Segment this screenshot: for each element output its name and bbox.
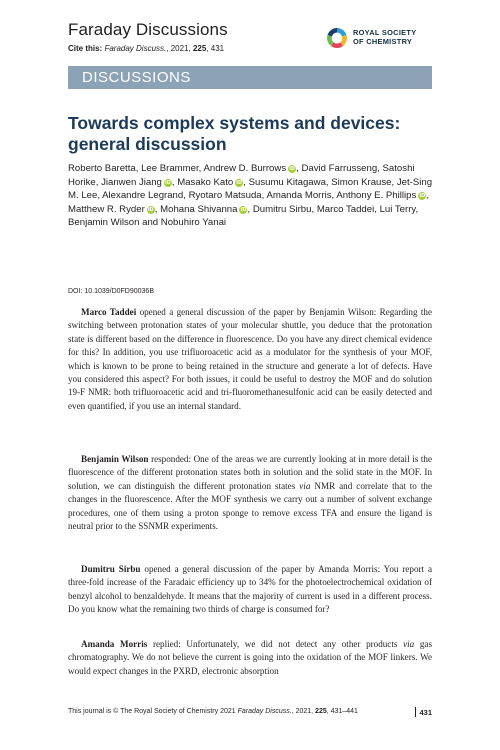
paragraph-text: replied: Unfortunately, we did not detect any other products <box>147 639 404 649</box>
article-title: Towards complex systems and devices: general discussion <box>68 113 401 154</box>
publisher-line-1: ROYAL SOCIETY <box>353 28 417 37</box>
speaker-name: Amanda Morris <box>81 639 148 649</box>
author-name[interactable]: Alexandre Legrand <box>102 190 184 202</box>
footer-year: , 2021, <box>291 708 316 715</box>
author-name[interactable]: Marco Taddei <box>316 203 375 215</box>
paragraph-text: opened a general discussion of the paper by Benjamin Wilson: Regarding the switching between protonation states of your molecular shuttle, you deduce that the protonation state is different based on the difference in fluorescence. Do you have any direct chemical evidence for this? In addition, you use trifluoroacetic acid as a modulator for the synthesis of your MOF, which is known to be prone to being retained in the structure and generate a lot of defects. Have you considered this aspect? For both issues, it could be useful to destroy the MOF and do solution 19-F NMR: both trifluoroacetic acid and tri-fluoromethanesulfonic acid can be easily detected and even quantified, if you use an internal standard. <box>68 307 432 411</box>
cite-year: , 2021, <box>166 44 193 53</box>
author-name[interactable]: Nobuhiro Yanai <box>160 217 227 229</box>
author-name[interactable]: Masako Kato <box>177 176 234 188</box>
cite-page: , 431 <box>206 44 225 53</box>
author-name[interactable]: Simon Krause <box>331 176 392 188</box>
publisher-name <box>353 28 416 46</box>
footer-prefix: This journal is © The Royal Society of Chemistry 2021 <box>68 708 238 715</box>
speaker-name: Dumitru Sirbu <box>81 564 141 574</box>
author-list: Roberto Baretta, Lee Brammer, Andrew D. Burrows iD, David Farrusseng, Satoshi Horike, Jianwen Jiang iD, Masako Kato iD, Susumu Kitagawa, Simon Krause, Jet-Sing M. Lee, Alexandre Legrand, Ryotaro Matsuda, Amanda Morris, Anthony E. Phillips iD, Matthew R. Ryder iD, Mohana Shivanna iD, Dumitru Sirbu, Marco Taddei, Lui Terry, Benjamin Wilson and Nobuhiro Yanai <box>68 163 433 229</box>
author-name[interactable]: Dumitru Sirbu <box>252 203 312 215</box>
author-name[interactable]: Satoshi Horike <box>68 163 415 188</box>
cite-volume: 225 <box>192 44 207 53</box>
author-name[interactable]: Matthew R. Ryder <box>68 203 145 215</box>
paragraph-wilson <box>68 453 432 533</box>
journal-title: Faraday Discussions <box>68 20 228 39</box>
paragraph-sirbu <box>68 563 432 617</box>
paragraph-text: responded: One of the areas we are currently looking at in more detail is the fluorescence of the different protonation states both in solution and the solid state in the MOF. In solution, we can distinguish the different protonation states <box>68 454 432 491</box>
rsc-logo-icon <box>325 26 349 50</box>
speaker-name: Benjamin Wilson <box>81 454 149 464</box>
author-name[interactable]: Lui Terry <box>379 203 416 215</box>
doi-link[interactable]: DOI: 10.1039/D0FD90036B <box>68 288 154 295</box>
author-name[interactable]: Roberto Baretta <box>68 163 136 174</box>
speaker-name: Marco Taddei <box>81 307 137 317</box>
paragraph-text: opened a general discussion of the paper by Amanda Morris: You report a three-fold increase of the Faradaic efficiency up to 34% for the photoelectrochemical oxidation of benzyl alcohol to benzaldehyde. It means that the majority of current is used in a different process. Do you know what the remaining two thirds of charge is consumed for? <box>68 564 432 615</box>
author-name[interactable]: Benjamin Wilson <box>68 217 140 229</box>
page-number: 431 <box>419 708 432 717</box>
footer-volume: 225 <box>315 708 327 715</box>
cite-prefix: Cite this: <box>68 44 105 53</box>
paragraph-text: gas chromatography. We do not believe the current is going into the oxidation of the MOF linkers. We would expect changes in the PXRD, electronic absorption <box>68 639 432 676</box>
paragraph-italic: via <box>299 480 311 491</box>
paragraph-italic: via <box>403 639 415 649</box>
footer-pages: , 431–441 <box>326 708 358 715</box>
author-name[interactable]: Andrew D. Burrows <box>203 163 287 174</box>
section-banner <box>68 66 432 89</box>
author-name[interactable]: Jianwen Jiang <box>101 176 162 188</box>
author-name[interactable]: Susumu Kitagawa <box>248 176 326 188</box>
author-name[interactable]: Amanda Morris <box>266 190 332 202</box>
orcid-icon[interactable]: iD <box>289 166 296 172</box>
author-name[interactable]: David Farrusseng <box>301 163 378 174</box>
footer-journal: Faraday Discuss. <box>237 708 292 715</box>
orcid-icon[interactable]: iD <box>147 206 154 213</box>
author-name[interactable]: Jet-Sing M. Lee <box>68 176 433 202</box>
author-name[interactable]: Mohana Shivanna <box>160 203 238 215</box>
orcid-icon[interactable]: iD <box>236 179 243 186</box>
cite-journal: Faraday Discuss. <box>104 44 167 53</box>
publisher-line-2: OF CHEMISTRY <box>353 37 413 46</box>
paragraph-taddei <box>68 306 432 413</box>
author-name[interactable]: Lee Brammer <box>141 163 199 174</box>
footer-citation <box>68 708 358 715</box>
section-label: DISCUSSIONS <box>82 69 191 86</box>
publisher-logo[interactable] <box>325 26 433 50</box>
citation-line <box>68 44 224 53</box>
orcid-icon[interactable]: iD <box>164 179 171 186</box>
author-name[interactable]: Anthony E. Phillips <box>336 190 417 202</box>
footer-divider <box>415 707 416 717</box>
orcid-icon[interactable]: iD <box>240 206 247 213</box>
paragraph-morris <box>68 638 432 678</box>
orcid-icon[interactable]: iD <box>419 193 426 200</box>
author-name[interactable]: Ryotaro Matsuda <box>188 190 262 202</box>
paragraph-text: NMR and correlate that to the changes in the fluorescence. After the MOF synthesis we carry out a number of solvent exchange procedures, one of them using a proton sponge to remove excess TFA and ensure the ligand is neutral prior to the SSNMR experiments. <box>68 480 432 532</box>
